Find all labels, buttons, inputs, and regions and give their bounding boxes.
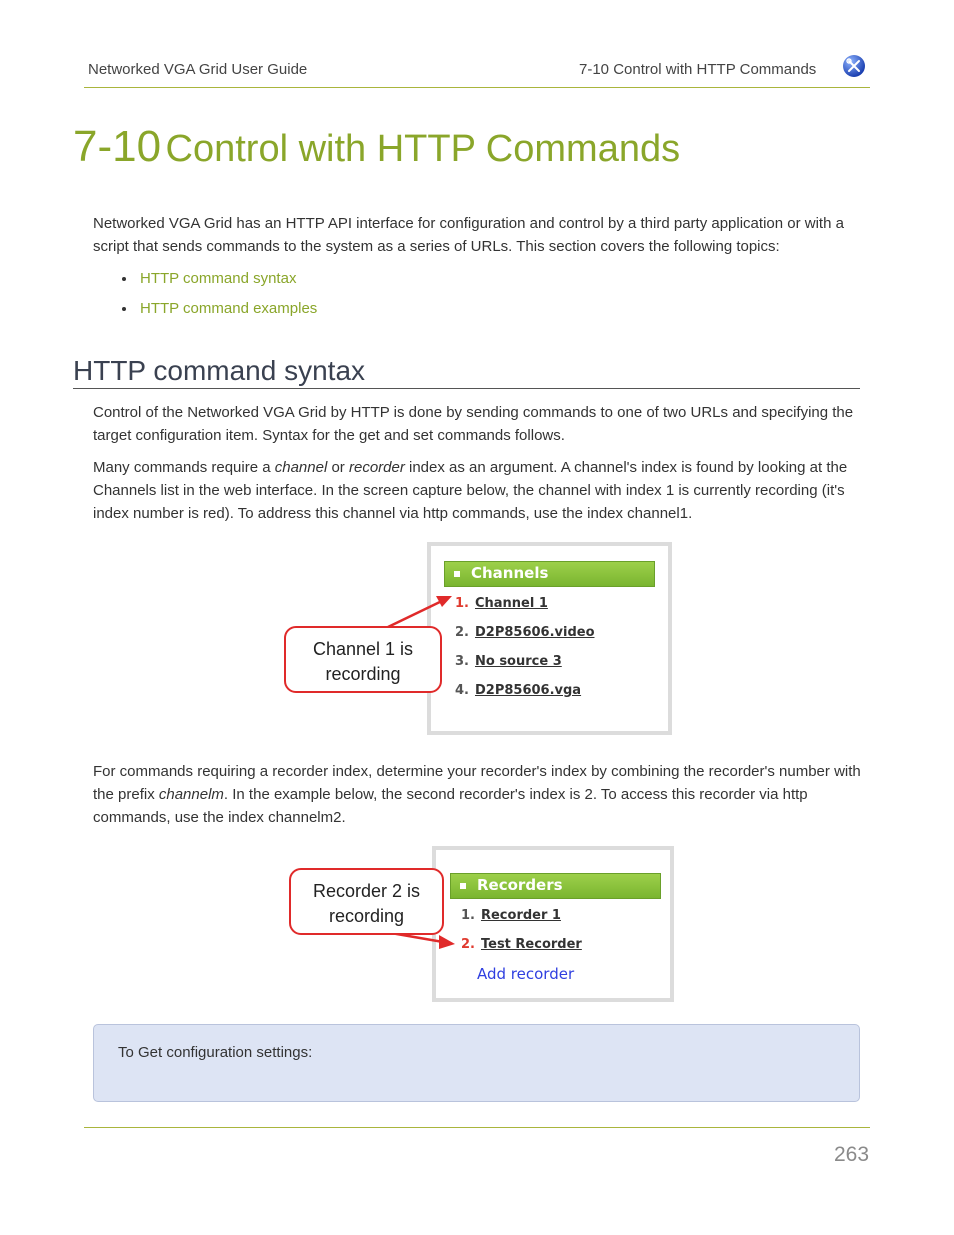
intro-paragraph: Networked VGA Grid has an HTTP API interface for configuration and control by a third party application or with a script that sends commands to the system as a series of URLs. This section covers the following topics: — [93, 215, 844, 255]
emphasis-channel: channel — [274, 459, 328, 476]
header-doc-title: Networked VGA Grid User Guide — [88, 61, 308, 78]
channel-link[interactable]: No source 3 — [474, 654, 562, 669]
topic-link-syntax[interactable]: HTTP command syntax — [140, 270, 297, 287]
channel-row — [455, 596, 548, 611]
text-span: For commands requiring a recorder index, determine your recorder's index by combining the recorder's number with the prefix — [93, 763, 861, 803]
channel-link[interactable]: D2P85606.vga — [474, 683, 582, 698]
row-number: 2. — [461, 937, 475, 952]
note-text: To Get configuration settings: — [118, 1044, 313, 1061]
list-item — [122, 294, 317, 324]
recorders-panel — [432, 846, 674, 1002]
emphasis-recorder: recorder — [348, 459, 405, 476]
recorder-paragraph — [93, 760, 863, 829]
add-recorder-link[interactable]: Add recorder — [477, 965, 575, 983]
text-span: Many commands require a — [93, 459, 275, 476]
row-number: 3. — [455, 654, 469, 669]
row-number: 1. — [461, 908, 475, 923]
header-section-title: 7-10 Control with HTTP Commands — [579, 61, 817, 78]
text-span: . In the example below, the second recorder's index is 2. To access this recorder via http commands, use the index channelm2. — [93, 786, 808, 826]
recorder-link[interactable]: Recorder 1 — [480, 908, 561, 923]
index-paragraph — [93, 456, 863, 525]
emphasis-channelm: channelm — [158, 786, 224, 803]
recorder-row — [477, 965, 574, 983]
channels-panel — [427, 542, 672, 735]
section-heading: HTTP command syntax — [73, 355, 366, 386]
bullet-icon — [122, 307, 126, 311]
chapter-number: 7-10 — [73, 122, 162, 171]
page-number: 263 — [834, 1143, 870, 1166]
topic-list — [122, 264, 317, 324]
channel-link[interactable]: D2P85606.video — [474, 625, 595, 640]
note-box — [93, 1024, 860, 1102]
tools-icon — [842, 54, 866, 78]
recorder-row — [461, 937, 582, 952]
callout-text: Channel 1 is — [312, 639, 414, 659]
recorders-header: Recorders — [450, 873, 661, 899]
row-number: 1. — [455, 596, 469, 611]
channel-row — [455, 683, 581, 698]
channel-row — [455, 625, 595, 640]
channel-link[interactable]: Channel 1 — [474, 596, 548, 611]
recorder-callout — [289, 868, 444, 935]
recorder-row — [461, 908, 561, 923]
channel-callout — [284, 626, 442, 693]
callout-text: Recorder 2 is — [312, 881, 421, 901]
section-rule — [73, 388, 860, 389]
row-number: 2. — [455, 625, 469, 640]
list-item — [122, 264, 317, 294]
chapter-title: Control with HTTP Commands — [165, 128, 681, 170]
bullet-icon — [122, 277, 126, 281]
channels-header: Channels — [444, 561, 655, 587]
topic-link-examples[interactable]: HTTP command examples — [140, 300, 318, 317]
text-span: or — [327, 459, 349, 476]
row-number: 4. — [455, 683, 469, 698]
callout-text: recording — [328, 906, 405, 926]
text-span: index as an argument. A channel's index is found by looking at the Channels list in the web interface. In the screen capture below, the channel with index 1 is currently recording (it's index number is red). To address this channel via http commands, use the index channel1. — [93, 459, 848, 522]
page-title — [73, 122, 680, 172]
recorder-link[interactable]: Test Recorder — [480, 937, 582, 952]
syntax-paragraph: Control of the Networked VGA Grid by HTTP is done by sending commands to one of two URLs and specifying the target configuration item. Syntax for the get and set commands follows. — [93, 404, 854, 444]
channel-row — [455, 654, 562, 669]
footer-rule — [84, 1127, 870, 1128]
header-rule — [84, 87, 870, 88]
callout-text: recording — [325, 664, 401, 684]
